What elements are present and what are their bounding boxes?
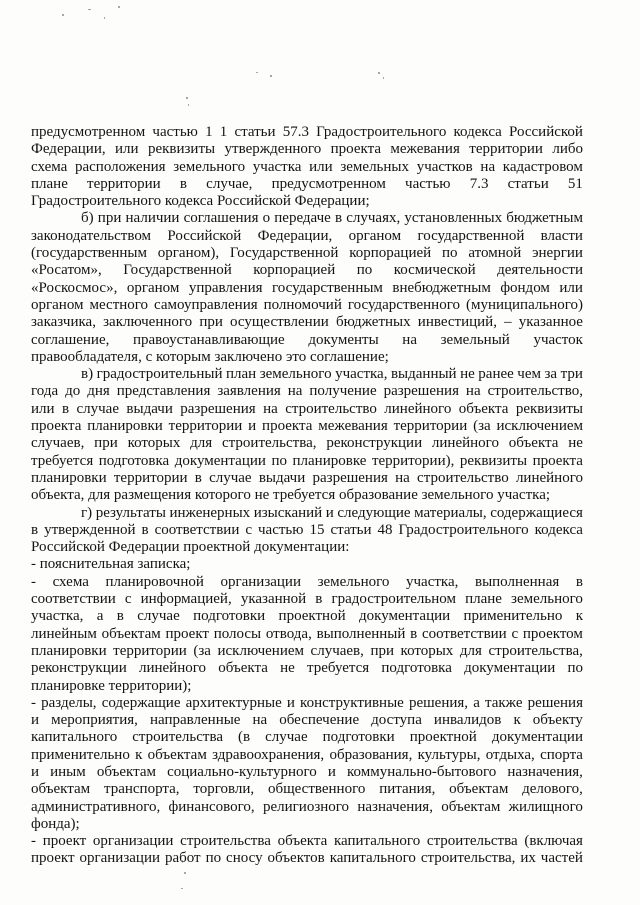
text-line: планировки территории (за исключением случаев, при которых для строительства,: [31, 642, 583, 659]
paragraph: [31, 210, 583, 366]
text-line: проекта планировки территории и проекта межевания территории (за исключением: [31, 418, 583, 435]
text-line: Федерации, или реквизиты утвержденного проекта межевания территории либо: [31, 141, 583, 158]
text-line: в утвержденной в соответствии с частью 15 статьи 48 Градостроительного кодекса: [31, 521, 583, 538]
text-line: объектам транспорта, торговли, общественного питания, объектам делового,: [31, 781, 583, 798]
text-line: соответствии с информацией, указанной в градостроительном плане земельного: [31, 591, 583, 608]
text-line: или в случае выдачи разрешения на строительство линейного объекта реквизиты: [31, 400, 583, 417]
text-line: б) при наличии соглашения о передаче в случаях, установленных бюджетным: [81, 210, 583, 227]
scan-speck: [186, 97, 188, 99]
text-line: участка, а в случае подготовки проектной документации применительно к: [31, 608, 583, 625]
scan-speck: [383, 77, 384, 79]
text-line: г) результаты инженерных изысканий и следующие материалы, содержащиеся: [81, 504, 583, 521]
text-line: капитального строительства (в случае подготовки проектной документации: [31, 729, 583, 746]
paragraph: [31, 366, 583, 504]
text-line: схема расположения земельного участка или земельных участков на кадастровом: [31, 158, 583, 175]
text-line: линейным объектам проект полосы отвода, выполненный в соответствии с проектом: [31, 625, 583, 642]
scan-speck: [184, 872, 186, 874]
text-line: - схема планировочной организации земельного участка, выполненная в: [31, 573, 583, 590]
text-line: - проект организации строительства объекта капитального строительства (включая: [31, 833, 583, 850]
text-line: законодательством Российской Федерации, органом государственной власти: [31, 227, 583, 244]
text-line: правообладателя, с которым заключено это соглашение;: [31, 348, 389, 365]
text-line: и мероприятия, направленные на обеспечение доступа инвалидов к объекту: [31, 712, 583, 729]
scan-speck: [270, 75, 272, 77]
scan-speck: [118, 6, 120, 8]
scan-speck: [62, 14, 64, 16]
text-line: реконструкции линейного объекта не требуется подготовка документации по: [31, 660, 583, 677]
paragraph: [31, 124, 583, 210]
text-line: органом местного самоуправления полномочий государственного (муниципального): [31, 296, 583, 313]
paragraph: [31, 505, 583, 557]
text-line: и иным объектам социально-культурного и коммунально-бытового назначения,: [31, 763, 583, 780]
text-line: административного, финансового, религиозного назначения, объектам жилищного: [31, 798, 583, 815]
document-body: [31, 124, 583, 868]
text-line: требуется подготовка документации по планировке территории), реквизиты проекта: [31, 452, 583, 469]
scan-speck: [104, 17, 105, 19]
text-line: в) градостроительный план земельного участка, выданный не ранее чем за три: [81, 366, 583, 383]
text-line: «Роскосмос», органом управления государственным внебюджетным фондом или: [31, 279, 583, 296]
paragraph: [31, 695, 583, 833]
text-line: плане территории в случае, предусмотренном частью 7.3 статьи 51: [31, 175, 583, 192]
scan-speck: [378, 72, 380, 74]
scan-speck: [188, 104, 189, 106]
paragraph: [31, 556, 583, 573]
text-line: года до дня представления заявления на получение разрешения на строительство,: [31, 383, 583, 400]
text-line: планировке территории);: [31, 677, 192, 694]
scan-speck: [181, 888, 183, 889]
text-line: - пояснительная записка;: [31, 556, 191, 573]
paragraph: [31, 833, 583, 868]
text-line: соглашение, правоустанавливающие документы на земельный участок: [31, 331, 583, 348]
text-line: фонда);: [31, 815, 80, 832]
text-line: - разделы, содержащие архитектурные и конструктивные решения, а также решения: [31, 694, 583, 711]
scan-speck: [88, 9, 91, 10]
scan-speck: [256, 72, 258, 73]
text-line: проект организации работ по сносу объектов капитального строительства, их частей: [31, 850, 583, 867]
text-line: применительно к объектам здравоохранения, образования, культуры, отдыха, спорта: [31, 746, 583, 763]
text-line: (государственным органом), Государственной корпорацией по атомной энергии: [31, 245, 583, 262]
paragraph: [31, 574, 583, 695]
text-line: объекта, для размещения которого не требуется образование земельного участка;: [31, 487, 551, 504]
text-line: планировки территории в случае выдачи разрешения на строительство линейного: [31, 469, 583, 486]
text-line: Российской Федерации проектной документации:: [31, 539, 350, 556]
text-line: предусмотренном частью 1 1 статьи 57.3 Градостроительного кодекса Российской: [31, 124, 583, 140]
text-line: случаев, при которых для строительства, реконструкции линейного объекта не: [31, 435, 583, 452]
text-line: «Росатом», Государственной корпорацией по космической деятельности: [31, 262, 583, 279]
text-line: Градостроительного кодекса Российской Федерации;: [31, 193, 370, 210]
text-line: заказчика, заключенного при осуществлении бюджетных инвестиций, – указанное: [31, 314, 583, 331]
